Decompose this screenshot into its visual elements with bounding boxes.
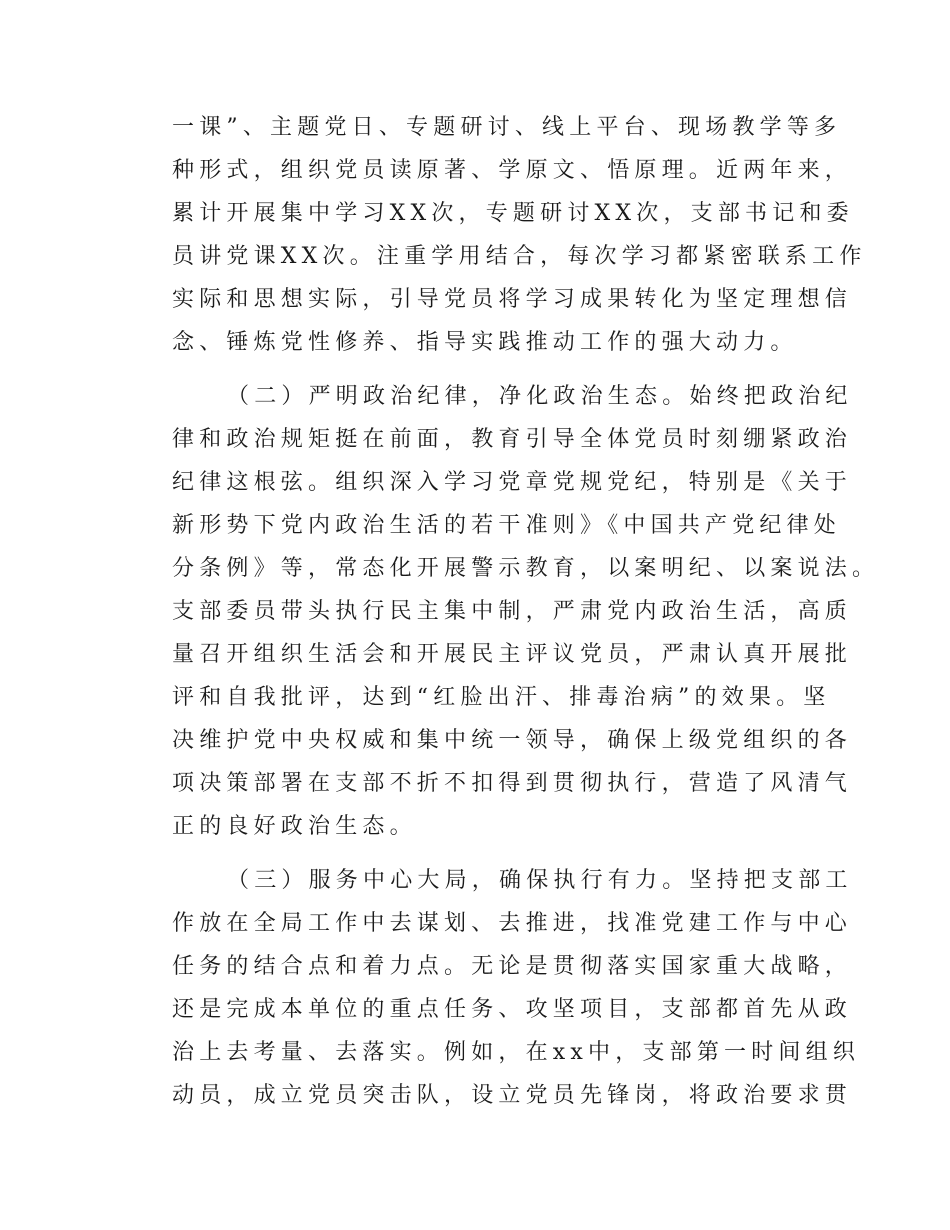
text-line: 治上去考量、去落实。例如，在xx中，支部第一时间组织 [172, 1040, 861, 1065]
text-line: 量召开组织生活会和开展民主评议党员，严肃认真开展批 [172, 642, 853, 667]
text-line: 决维护党中央权威和集中统一领导，确保上级党组织的各 [172, 728, 853, 753]
text-line: 律和政治规矩挺在前面，教育引导全体党员时刻绷紧政治 [172, 427, 853, 452]
text-line: 新形势下党内政治生活的若干准则》《中国共产党纪律处 [172, 513, 842, 538]
text-line: 项决策部署在支部不折不扣得到贯彻执行，营造了风清气 [172, 771, 853, 796]
text-line: 种形式，组织党员读原著、学原文、悟原理。近两年来， [172, 158, 853, 183]
section-heading-line: （二）严明政治纪律，净化政治生态。始终把政治纪 [227, 384, 853, 409]
text-line: 任务的结合点和着力点。无论是贯彻落实国家重大战略， [172, 954, 853, 979]
text-line: 实际和思想实际，引导党员将学习成果转化为坚定理想信 [172, 287, 853, 312]
section-heading-line: （三）服务中心大局，确保执行有力。坚持把支部工 [227, 868, 853, 893]
text-line: 念、锤炼党性修养、指导实践推动工作的强大动力。 [172, 330, 798, 355]
text-line: 还是完成本单位的重点任务、攻坚项目，支部都首先从政 [172, 997, 853, 1022]
text-line: 一课”、主题党日、专题研讨、线上平台、现场教学等多 [172, 115, 842, 140]
text-line: 纪律这根弦。组织深入学习党章党规党纪，特别是《关于 [172, 470, 853, 495]
text-line: 分条例》等，常态化开展警示教育，以案明纪、以案说法。 [172, 556, 880, 581]
text-line: 支部委员带头执行民主集中制，严肃党内政治生活，高质 [172, 599, 853, 624]
text-line: 作放在全局工作中去谋划、去推进，找准党建工作与中心 [172, 911, 853, 936]
text-line: 正的良好政治生态。 [172, 814, 417, 839]
text-line: 动员，成立党员突击队，设立党员先锋岗，将政治要求贯 [172, 1083, 853, 1108]
text-line: 员讲党课XX次。注重学用结合，每次学习都紧密联系工作 [172, 244, 867, 269]
text-line: 评和自我批评，达到“红脸出汗、排毒治病”的效果。坚 [172, 685, 831, 710]
text-line: 累计开展集中学习XX次，专题研讨XX次，支部书记和委 [172, 201, 854, 226]
